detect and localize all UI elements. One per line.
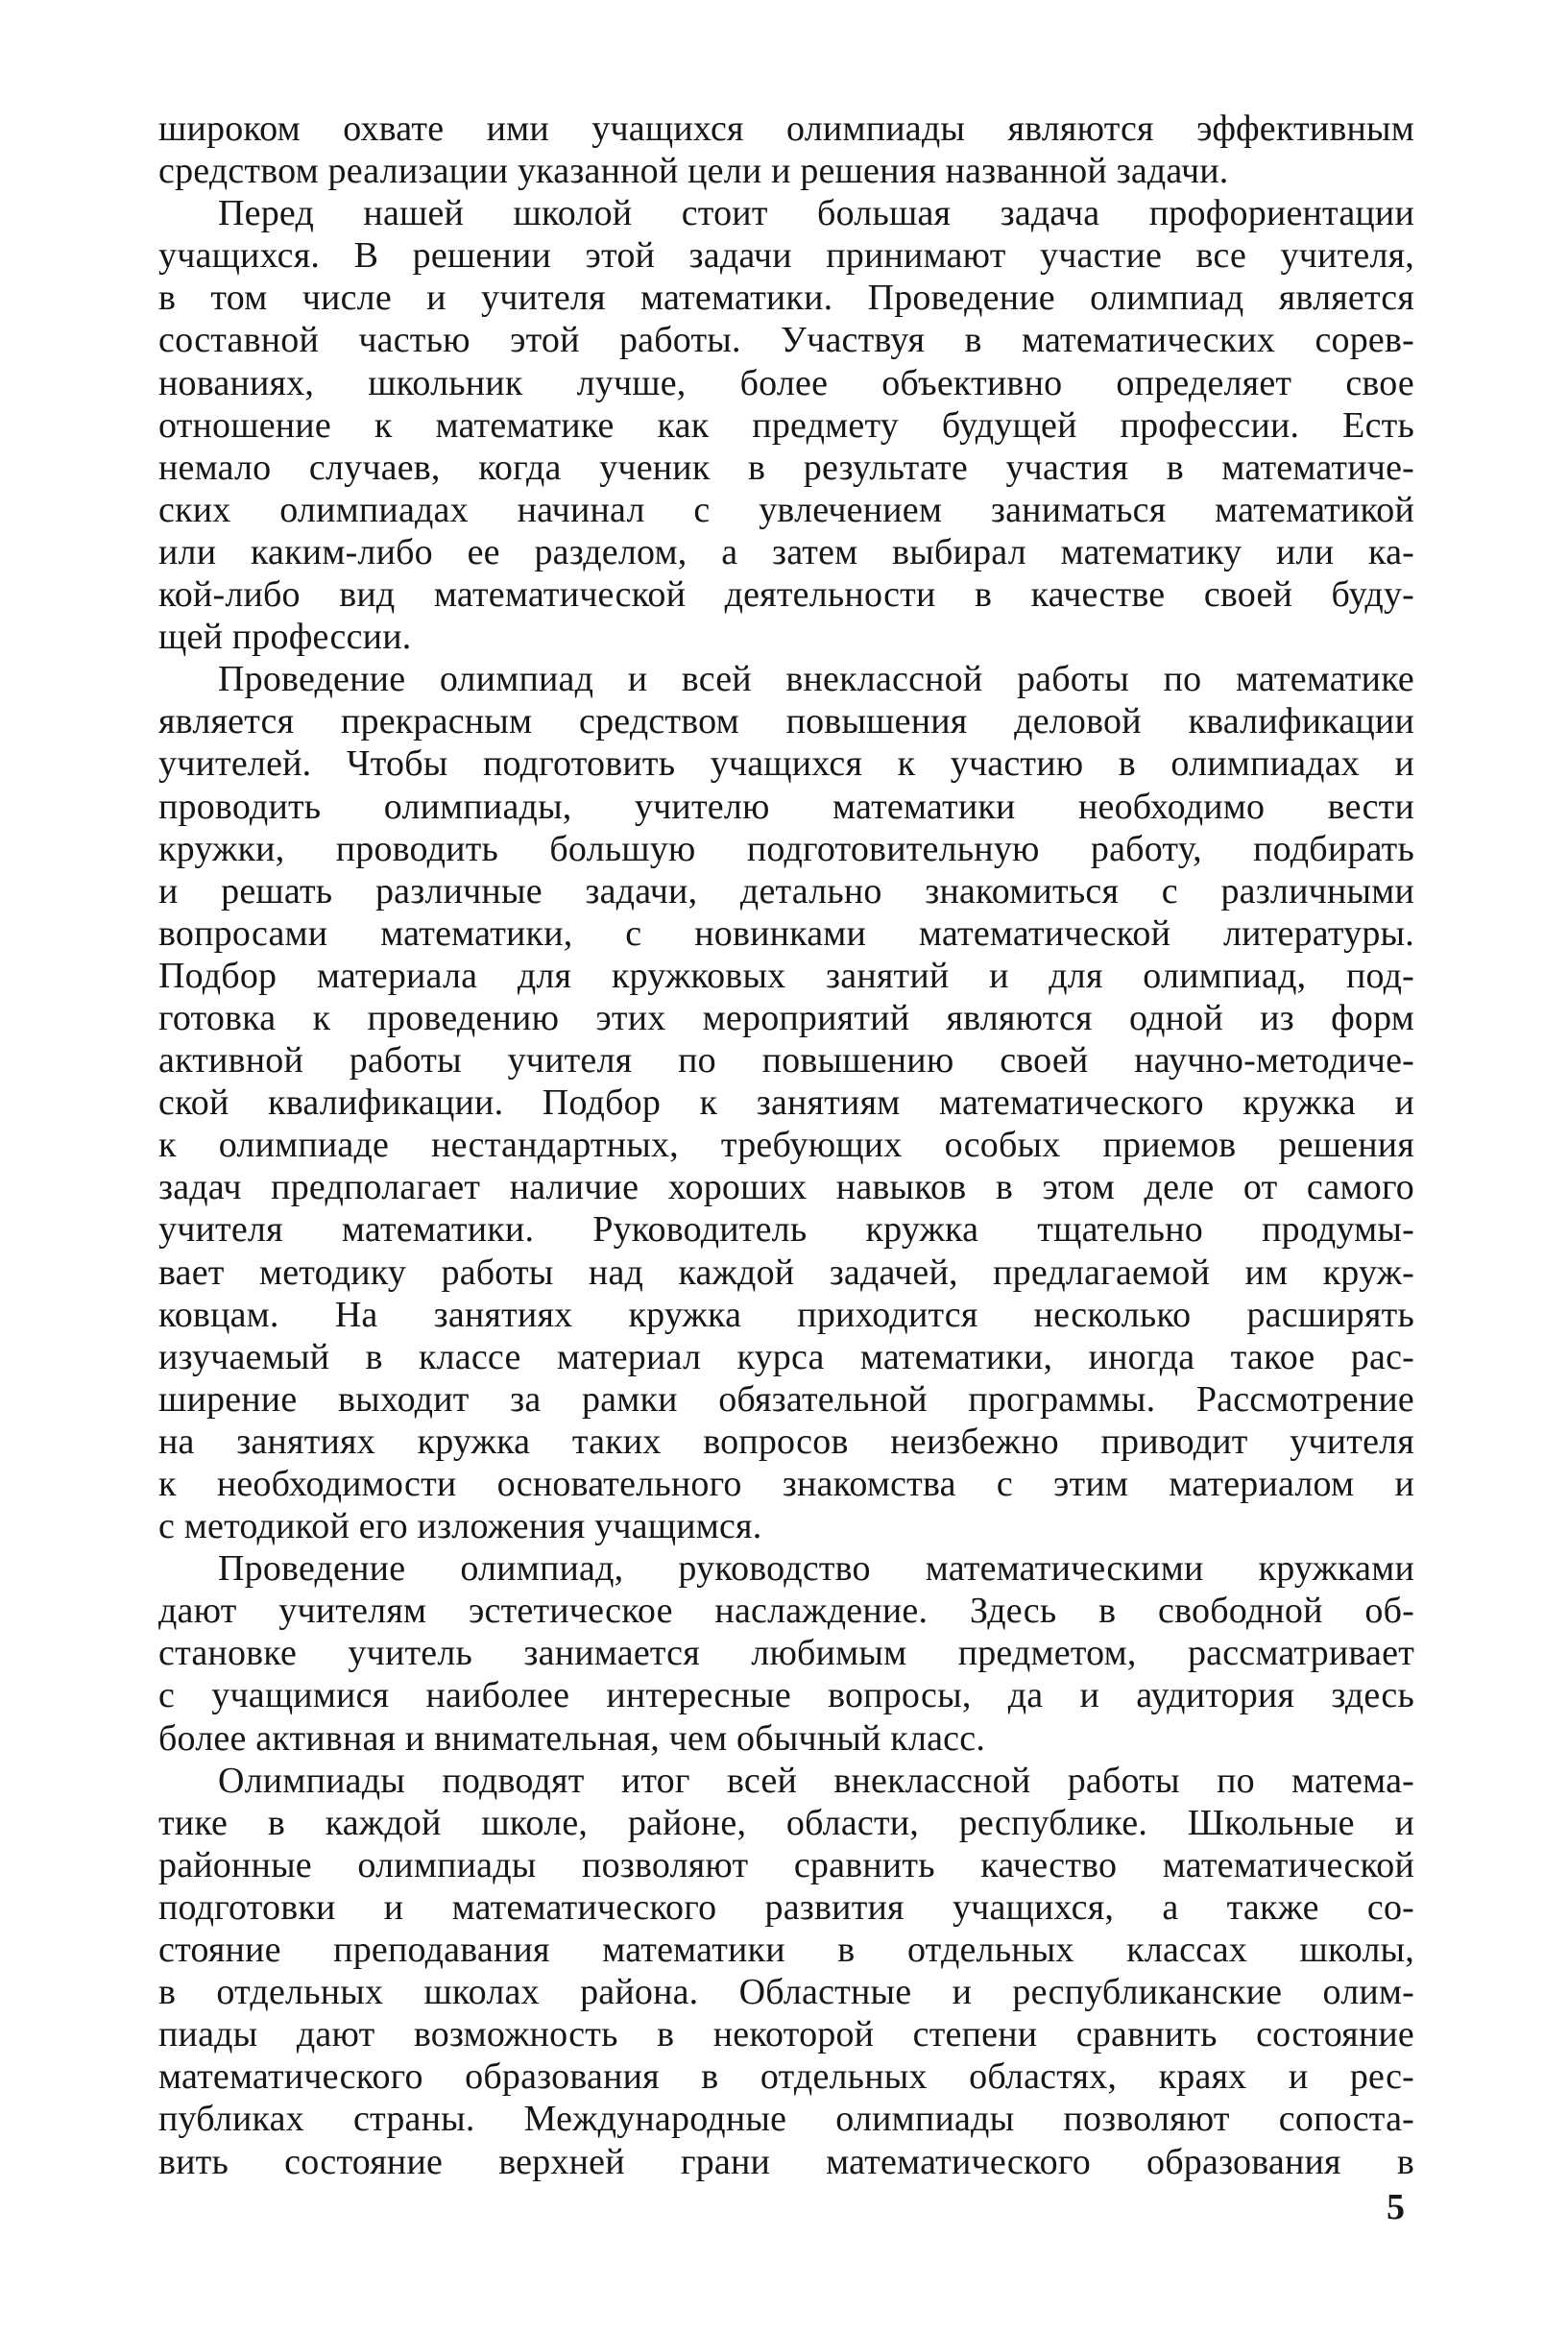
text-line: ской квалификации. Подбор к занятиям математического кружка и [158, 1082, 1414, 1124]
text-line: задач предполагает наличие хороших навыков в этом деле от самого [158, 1167, 1414, 1208]
text-line: ширение выходит за рамки обязательной программы. Рассмотрение [158, 1378, 1414, 1420]
text-line: в отдельных школах района. Областные и республиканские олим- [158, 1972, 1414, 2013]
text-line: районные олимпиады позволяют сравнить качество математической [158, 1844, 1414, 1885]
text-line: и решать различные задачи, детально знакомиться с различными [158, 870, 1414, 912]
text-line: Проведение олимпиад и всей внеклассной работы по математике [218, 659, 1414, 700]
text-line: с учащимися наиболее интересные вопросы, да и аудитория здесь [158, 1675, 1414, 1716]
text-line: Подбор материала для кружковых занятий и для олимпиад, под- [158, 955, 1414, 996]
text-line: кой-либо вид математической деятельности в качестве своей буду- [158, 574, 1414, 616]
text-line: Проведение олимпиад, руководство математическими кружками [218, 1548, 1414, 1590]
text-line: изучаемый в классе материал курса математики, иногда такое рас- [158, 1336, 1414, 1377]
page-number: 5 [1387, 2187, 1405, 2227]
text-line: учителя математики. Руководитель кружка тщательно продумы- [158, 1209, 1414, 1251]
text-line: средством реализации указанной цели и решения названной задачи. [158, 151, 1229, 192]
text-line: математического образования в отдельных областях, краях и рес- [158, 2056, 1414, 2098]
text-line: публиках страны. Международные олимпиады позволяют сопоста- [158, 2099, 1414, 2140]
body-text [158, 108, 1414, 2183]
text-line: становке учитель занимается любимым предметом, рассматривает [158, 1633, 1414, 1674]
text-line: более активная и внимательная, чем обычный класс. [158, 1717, 986, 1759]
text-line: в том числе и учителя математики. Проведение олимпиад является [158, 278, 1414, 319]
text-line: пиады дают возможность в некоторой степени сравнить состояние [158, 2014, 1414, 2055]
text-line: проводить олимпиады, учителю математики необходимо вести [158, 786, 1414, 827]
text-line: немало случаев, когда ученик в результате участия в математиче- [158, 447, 1414, 488]
text-line: нованиях, школьник лучше, более объективно определяет свое [158, 362, 1414, 403]
text-line: стояние преподавания математики в отдельных классах школы, [158, 1930, 1414, 1971]
text-line: Олимпиады подводят итог всей внеклассной работы по матема- [218, 1760, 1414, 1801]
text-line: тике в каждой школе, районе, области, республике. Школьные и [158, 1802, 1414, 1843]
text-line: вопросами математики, с новинками математической литературы. [158, 912, 1414, 954]
text-line: к олимпиаде нестандартных, требующих особых приемов решения [158, 1125, 1414, 1166]
text-line: подготовки и математического развития учащихся, а также со- [158, 1886, 1414, 1928]
text-line: активной работы учителя по повышению своей научно-методиче- [158, 1040, 1414, 1082]
text-line: или каким-либо ее разделом, а затем выбирал математику или ка- [158, 531, 1414, 572]
text-line: отношение к математике как предмету будущей профессии. Есть [158, 404, 1414, 446]
text-line: щей профессии. [158, 617, 412, 658]
text-line: Перед нашей школой стоит большая задача профориентации [218, 193, 1414, 234]
text-line: вает методику работы над каждой задачей, предлагаемой им круж- [158, 1252, 1414, 1293]
text-line: широком охвате ими учащихся олимпиады являются эффективным [158, 109, 1414, 149]
text-line: является прекрасным средством повышения деловой квалификации [158, 701, 1414, 742]
text-line: на занятиях кружка таких вопросов неизбежно приводит учителя [158, 1421, 1414, 1462]
text-line: готовка к проведению этих мероприятий являются одной из форм [158, 997, 1414, 1038]
text-line: учащихся. В решении этой задачи принимают участие все учителя, [158, 235, 1414, 277]
text-line: учителей. Чтобы подготовить учащихся к участию в олимпиадах и [158, 743, 1414, 785]
text-line: к необходимости основательного знакомства с этим материалом и [158, 1464, 1414, 1504]
text-line: составной частью этой работы. Участвуя в математических сорев- [158, 320, 1414, 361]
text-line: с методикой его изложения учащимся. [158, 1506, 762, 1547]
text-line: ковцам. На занятиях кружка приходится несколько расширять [158, 1294, 1414, 1335]
text-line: дают учителям эстетическое наслаждение. Здесь в свободной об- [158, 1591, 1414, 1632]
text-line: кружки, проводить большую подготовительную работу, подбирать [158, 828, 1414, 869]
text-line: ских олимпиадах начинал с увлечением заниматься математикой [158, 489, 1414, 530]
text-line: вить состояние верхней грани математического образования в [158, 2141, 1414, 2182]
